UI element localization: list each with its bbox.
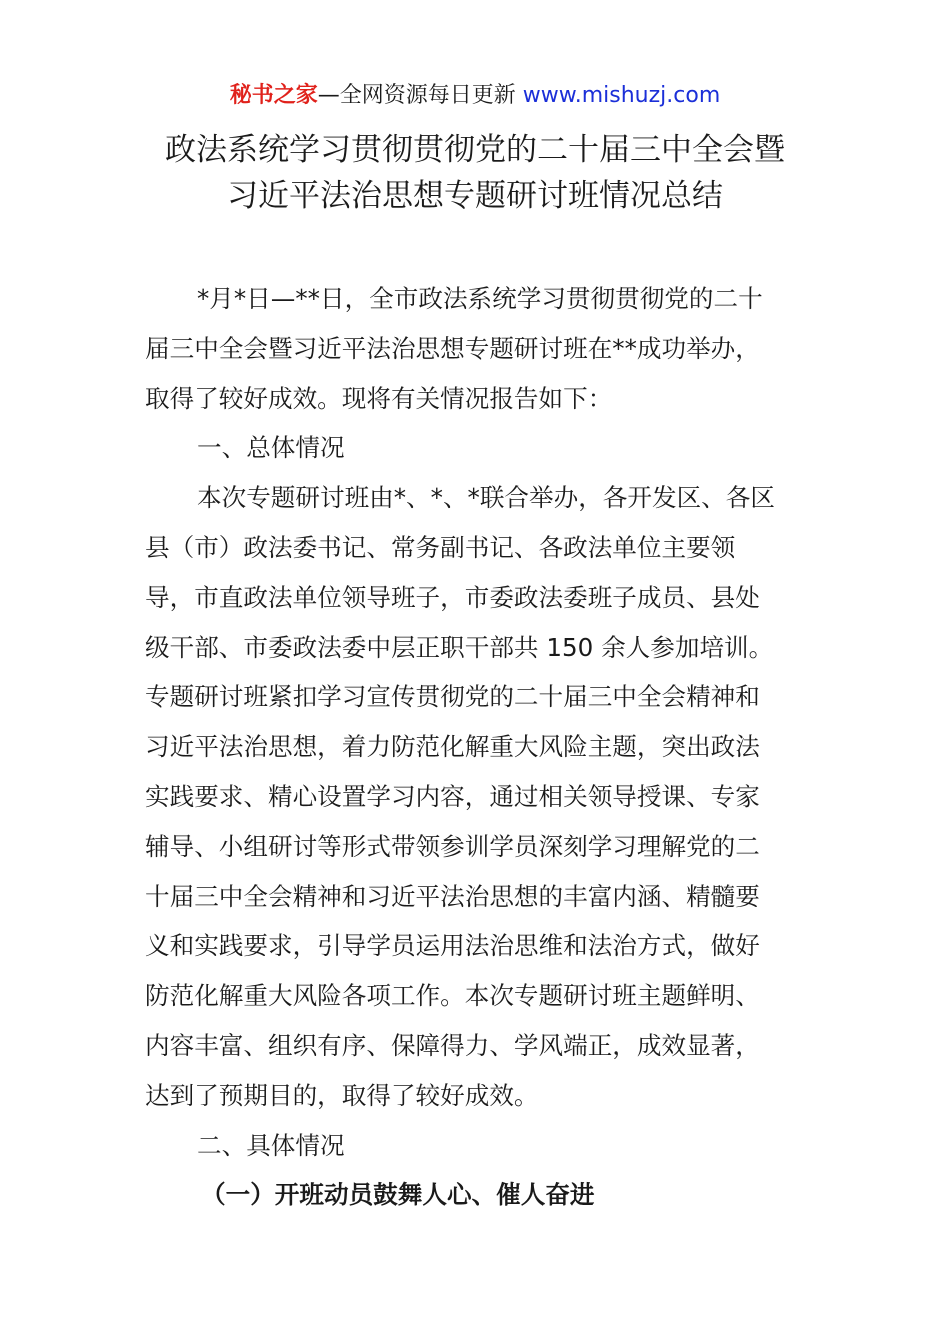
body-line: *月*日—**日，全市政法系统学习贯彻贯彻党的二十 — [197, 284, 763, 313]
document-title-line-1: 政法系统学习贯彻贯彻党的二十届三中全会暨 — [165, 132, 785, 168]
body-line: 实践要求、精心设置学习内容，通过相关领导授课、专家 — [145, 781, 760, 811]
body-line: 专题研讨班紧扣学习宣传贯彻党的二十届三中全会精神和 — [145, 682, 760, 712]
body-line: 义和实践要求，引导学员运用法治思维和法治方式，做好 — [145, 931, 760, 961]
subsection-heading: （一）开班动员鼓舞人心、催人奋进 — [201, 1180, 595, 1210]
body-line: 防范化解重大风险各项工作。本次专题研讨班主题鲜明、 — [145, 981, 760, 1011]
body-line: 县（市）政法委书记、常务副书记、各政法单位主要领 — [145, 532, 736, 562]
document-title-line-2: 习近平法治思想专题研讨班情况总结 — [227, 178, 723, 214]
section-heading-overall: 一、总体情况 — [197, 433, 345, 463]
body-line: 十届三中全会精神和习近平法治思想的丰富内涵、精髓要 — [145, 881, 760, 911]
body-line: 内容丰富、组织有序、保障得力、学风端正，成效显著， — [145, 1030, 760, 1060]
body-line: 辅导、小组研讨等形式带领参训学员深刻学习理解党的二 — [145, 831, 760, 861]
body-line: 习近平法治思想，着力防范化解重大风险主题，突出政法 — [145, 732, 760, 762]
site-banner — [0, 80, 950, 112]
body-line: 达到了预期目的，取得了较好成效。 — [145, 1080, 539, 1110]
document-body — [145, 274, 815, 1220]
site-link[interactable]: www.mishuzj.com — [522, 83, 721, 108]
body-line: 本次专题研讨班由*、*、*联合举办，各开发区、各区 — [197, 483, 775, 513]
banner-tagline: —全网资源每日更新 — [317, 83, 516, 108]
section-heading-details: 二、具体情况 — [197, 1130, 345, 1160]
brand-name: 秘书之家 — [229, 83, 318, 108]
body-line: 届三中全会暨习近平法治思想专题研讨班在**成功举办， — [145, 333, 760, 363]
body-line: 取得了较好成效。现将有关情况报告如下： — [145, 383, 613, 413]
body-line: 级干部、市委政法委中层正职干部共 150 余人参加培训。 — [145, 632, 774, 662]
body-line: 导，市直政法单位领导班子，市委政法委班子成员、县处 — [145, 582, 760, 612]
